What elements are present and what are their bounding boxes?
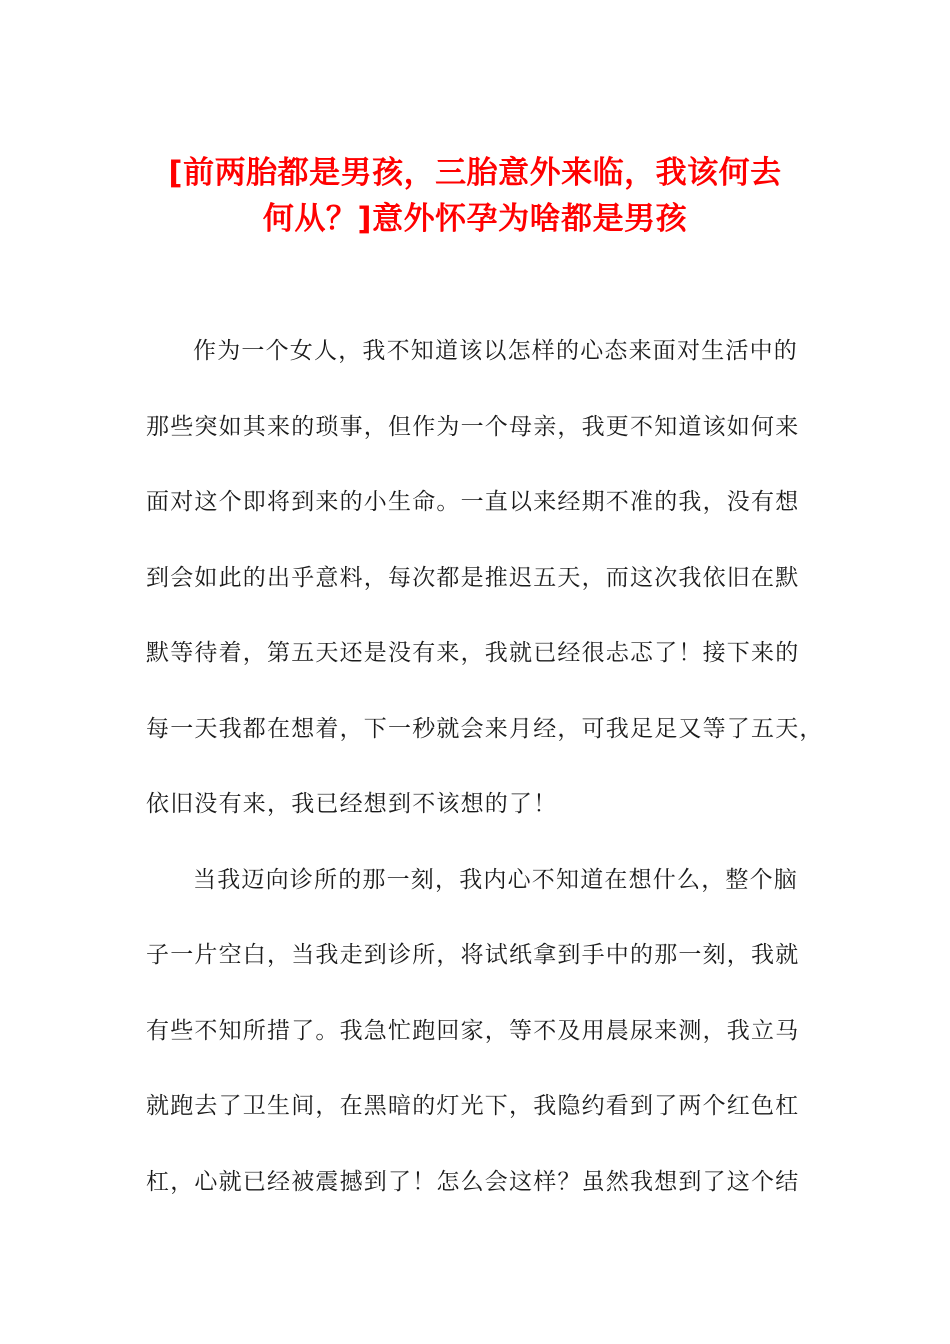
text-line: 有些不知所措了。我急忙跑回家，等不及用晨尿来测，我立马 [146,1017,800,1044]
text-line: 子一片空白，当我走到诊所，将试纸拿到手中的那一刻，我就 [146,942,800,968]
text-line: 到会如此的出乎意料，每次都是推迟五天，而这次我依旧在默 [146,564,800,591]
paragraph-2 [146,853,806,1231]
text-line: 依旧没有来，我已经想到不该想的了！ [146,791,558,817]
text-line: 作为一个女人，我不知道该以怎样的心态来面对生活中的 [193,338,798,364]
text-line: 面对这个即将到来的小生命。一直以来经期不准的我，没有想 [146,489,800,515]
paragraph-1 [146,324,824,853]
title-line-2: 何从？]意外怀孕为啥都是男孩 [262,201,688,237]
document-title [120,150,830,242]
text-line: 当我迈向诊所的那一刻，我内心不知道在想什么，整个脑 [193,866,798,893]
text-line: 杠，心就已经被震撼到了！怎么会这样？虽然我想到了这个结 [146,1168,800,1195]
text-line: 默等待着，第五天还是没有来，我就已经很忐忑了！接下来的 [146,640,800,666]
text-line: 就跑去了卫生间，在黑暗的灯光下，我隐约看到了两个红色杠 [146,1093,800,1119]
title-line-1: [前两胎都是男孩，三胎意外来临，我该何去 [168,155,782,191]
document-body [146,324,824,1230]
text-line: 那些突如其来的琐事，但作为一个母亲，我更不知道该如何来 [146,413,800,440]
text-line: 每一天我都在想着，下一秒就会来月经，可我足足又等了五天， [146,715,824,742]
